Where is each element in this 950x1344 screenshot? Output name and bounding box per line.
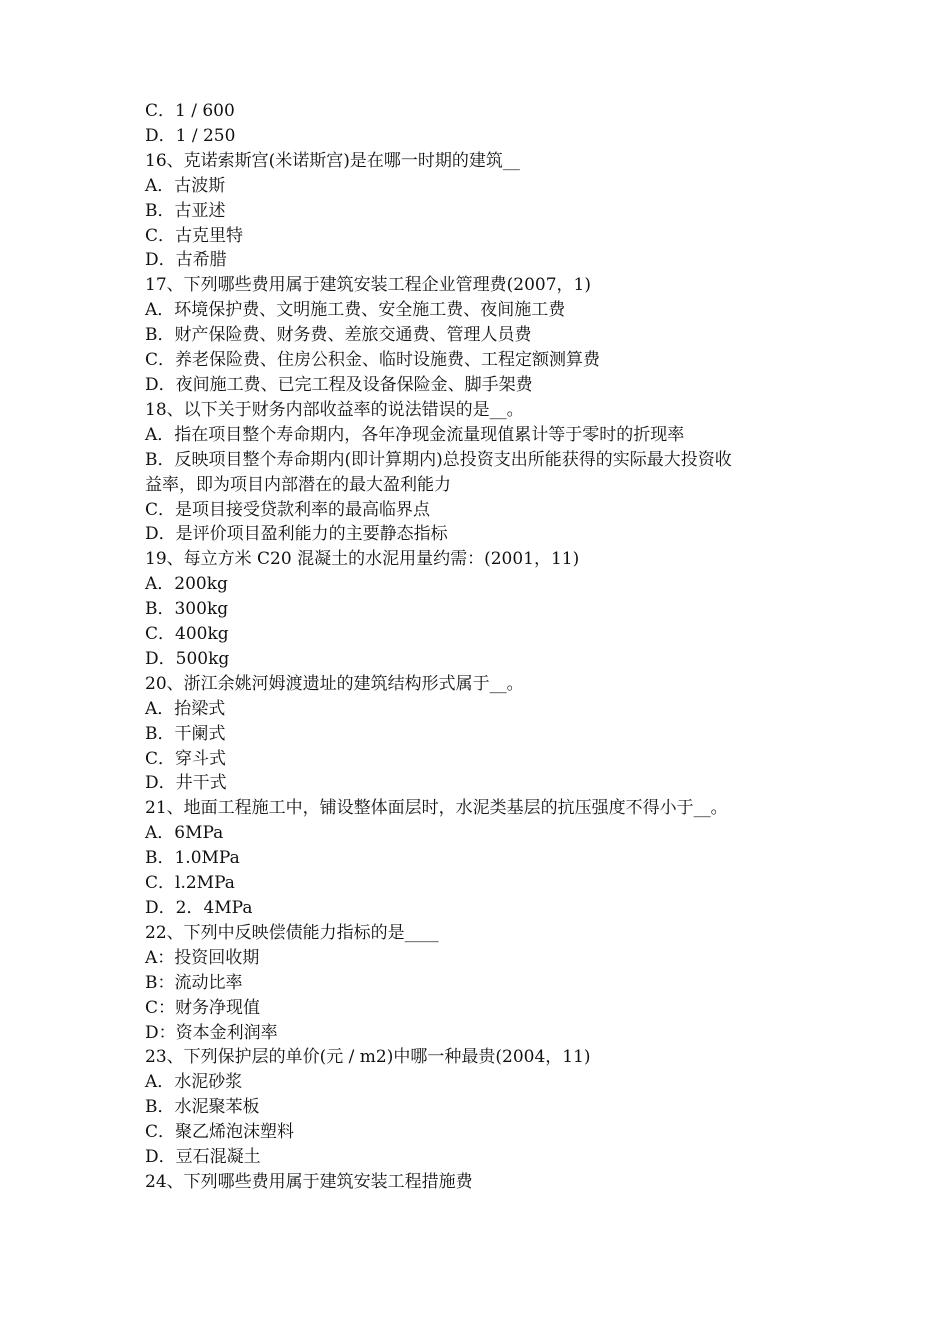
option-d-q22: D：资本金利润率 bbox=[145, 1022, 278, 1043]
option-c-q18: C．是项目接受贷款利率的最高临界点 bbox=[145, 499, 431, 520]
option-a-q21: A．6MPa bbox=[145, 823, 224, 844]
option-c-q15: C．1 / 600 bbox=[145, 101, 235, 121]
option-d-q18: D．是评价项目盈利能力的主要静态指标 bbox=[145, 524, 448, 545]
option-c-q19: C．400kg bbox=[145, 624, 229, 645]
question-17: 17、下列哪些费用属于建筑安装工程企业管理费(2007，1) bbox=[145, 275, 591, 296]
option-d-q19: D．500kg bbox=[145, 648, 230, 669]
option-a-q19: A．200kg bbox=[145, 574, 228, 595]
option-c-q20: C．穿斗式 bbox=[145, 748, 227, 769]
option-b-q21: B．1.0MPa bbox=[145, 848, 240, 869]
option-a-q22: A：投资回收期 bbox=[145, 947, 260, 968]
option-b-q17: B．财产保险费、财务费、差旅交通费、管理人员费 bbox=[145, 325, 532, 346]
question-19: 19、每立方米 C20 混凝土的水泥用量约需：(2001，11) bbox=[145, 549, 580, 570]
option-d-q23: D．豆石混凝土 bbox=[145, 1147, 261, 1168]
option-a-q20: A．抬梁式 bbox=[145, 698, 226, 719]
option-a-q17: A．环境保护费、文明施工费、安全施工费、夜间施工费 bbox=[145, 300, 566, 321]
question-20: 20、浙江余姚河姆渡遗址的建筑结构形式属于__。 bbox=[145, 673, 524, 694]
option-b-q23: B．水泥聚苯板 bbox=[145, 1097, 260, 1118]
option-c-q16: C．古克里特 bbox=[145, 225, 244, 246]
question-23: 23、下列保护层的单价(元 / m2)中哪一种最贵(2004，11) bbox=[145, 1047, 591, 1068]
option-d-q21: D．2．4MPa bbox=[145, 898, 253, 918]
question-21: 21、地面工程施工中，铺设整体面层时，水泥类基层的抗压强度不得小于__。 bbox=[145, 798, 728, 819]
option-a-q23: A．水泥砂浆 bbox=[145, 1072, 243, 1093]
option-c-q22: C：财务净现值 bbox=[145, 997, 261, 1018]
question-24: 24、下列哪些费用属于建筑安装工程措施费 bbox=[145, 1171, 473, 1192]
option-d-q20: D．井干式 bbox=[145, 773, 227, 794]
option-a-q16: A．古波斯 bbox=[145, 175, 226, 196]
option-b-q22: B：流动比率 bbox=[145, 972, 243, 993]
option-d-q16: D．古希腊 bbox=[145, 250, 227, 271]
option-d-q15: D．1 / 250 bbox=[145, 125, 236, 146]
option-a-q18: A．指在项目整个寿命期内，各年净现金流量现值累计等于零时的折现率 bbox=[145, 424, 685, 445]
question-18: 18、以下关于财务内部收益率的说法错误的是__。 bbox=[145, 399, 524, 420]
option-b-q19: B．300kg bbox=[145, 599, 229, 620]
option-c-q23: C．聚乙烯泡沫塑料 bbox=[145, 1122, 295, 1143]
option-d-q17: D．夜间施工费、已完工程及设备保险金、脚手架费 bbox=[145, 374, 533, 395]
option-b-q18-line1: B．反映项目整个寿命期内(即计算期内)总投资支出所能获得的实际最大投资收 bbox=[145, 449, 732, 470]
option-b-q20: B．干阑式 bbox=[145, 723, 226, 744]
question-22: 22、下列中反映偿债能力指标的是____ bbox=[145, 922, 439, 943]
option-c-q21: C．l.2MPa bbox=[145, 873, 235, 894]
option-c-q17: C．养老保险费、住房公积金、临时设施费、工程定额测算费 bbox=[145, 350, 601, 371]
option-b-q18-line2: 益率，即为项目内部潜在的最大盈利能力 bbox=[145, 474, 451, 495]
question-16: 16、克诺索斯宫(米诺斯宫)是在哪一时期的建筑__ bbox=[145, 150, 520, 171]
option-b-q16: B．古亚述 bbox=[145, 200, 226, 221]
question-text-block bbox=[145, 99, 825, 1195]
